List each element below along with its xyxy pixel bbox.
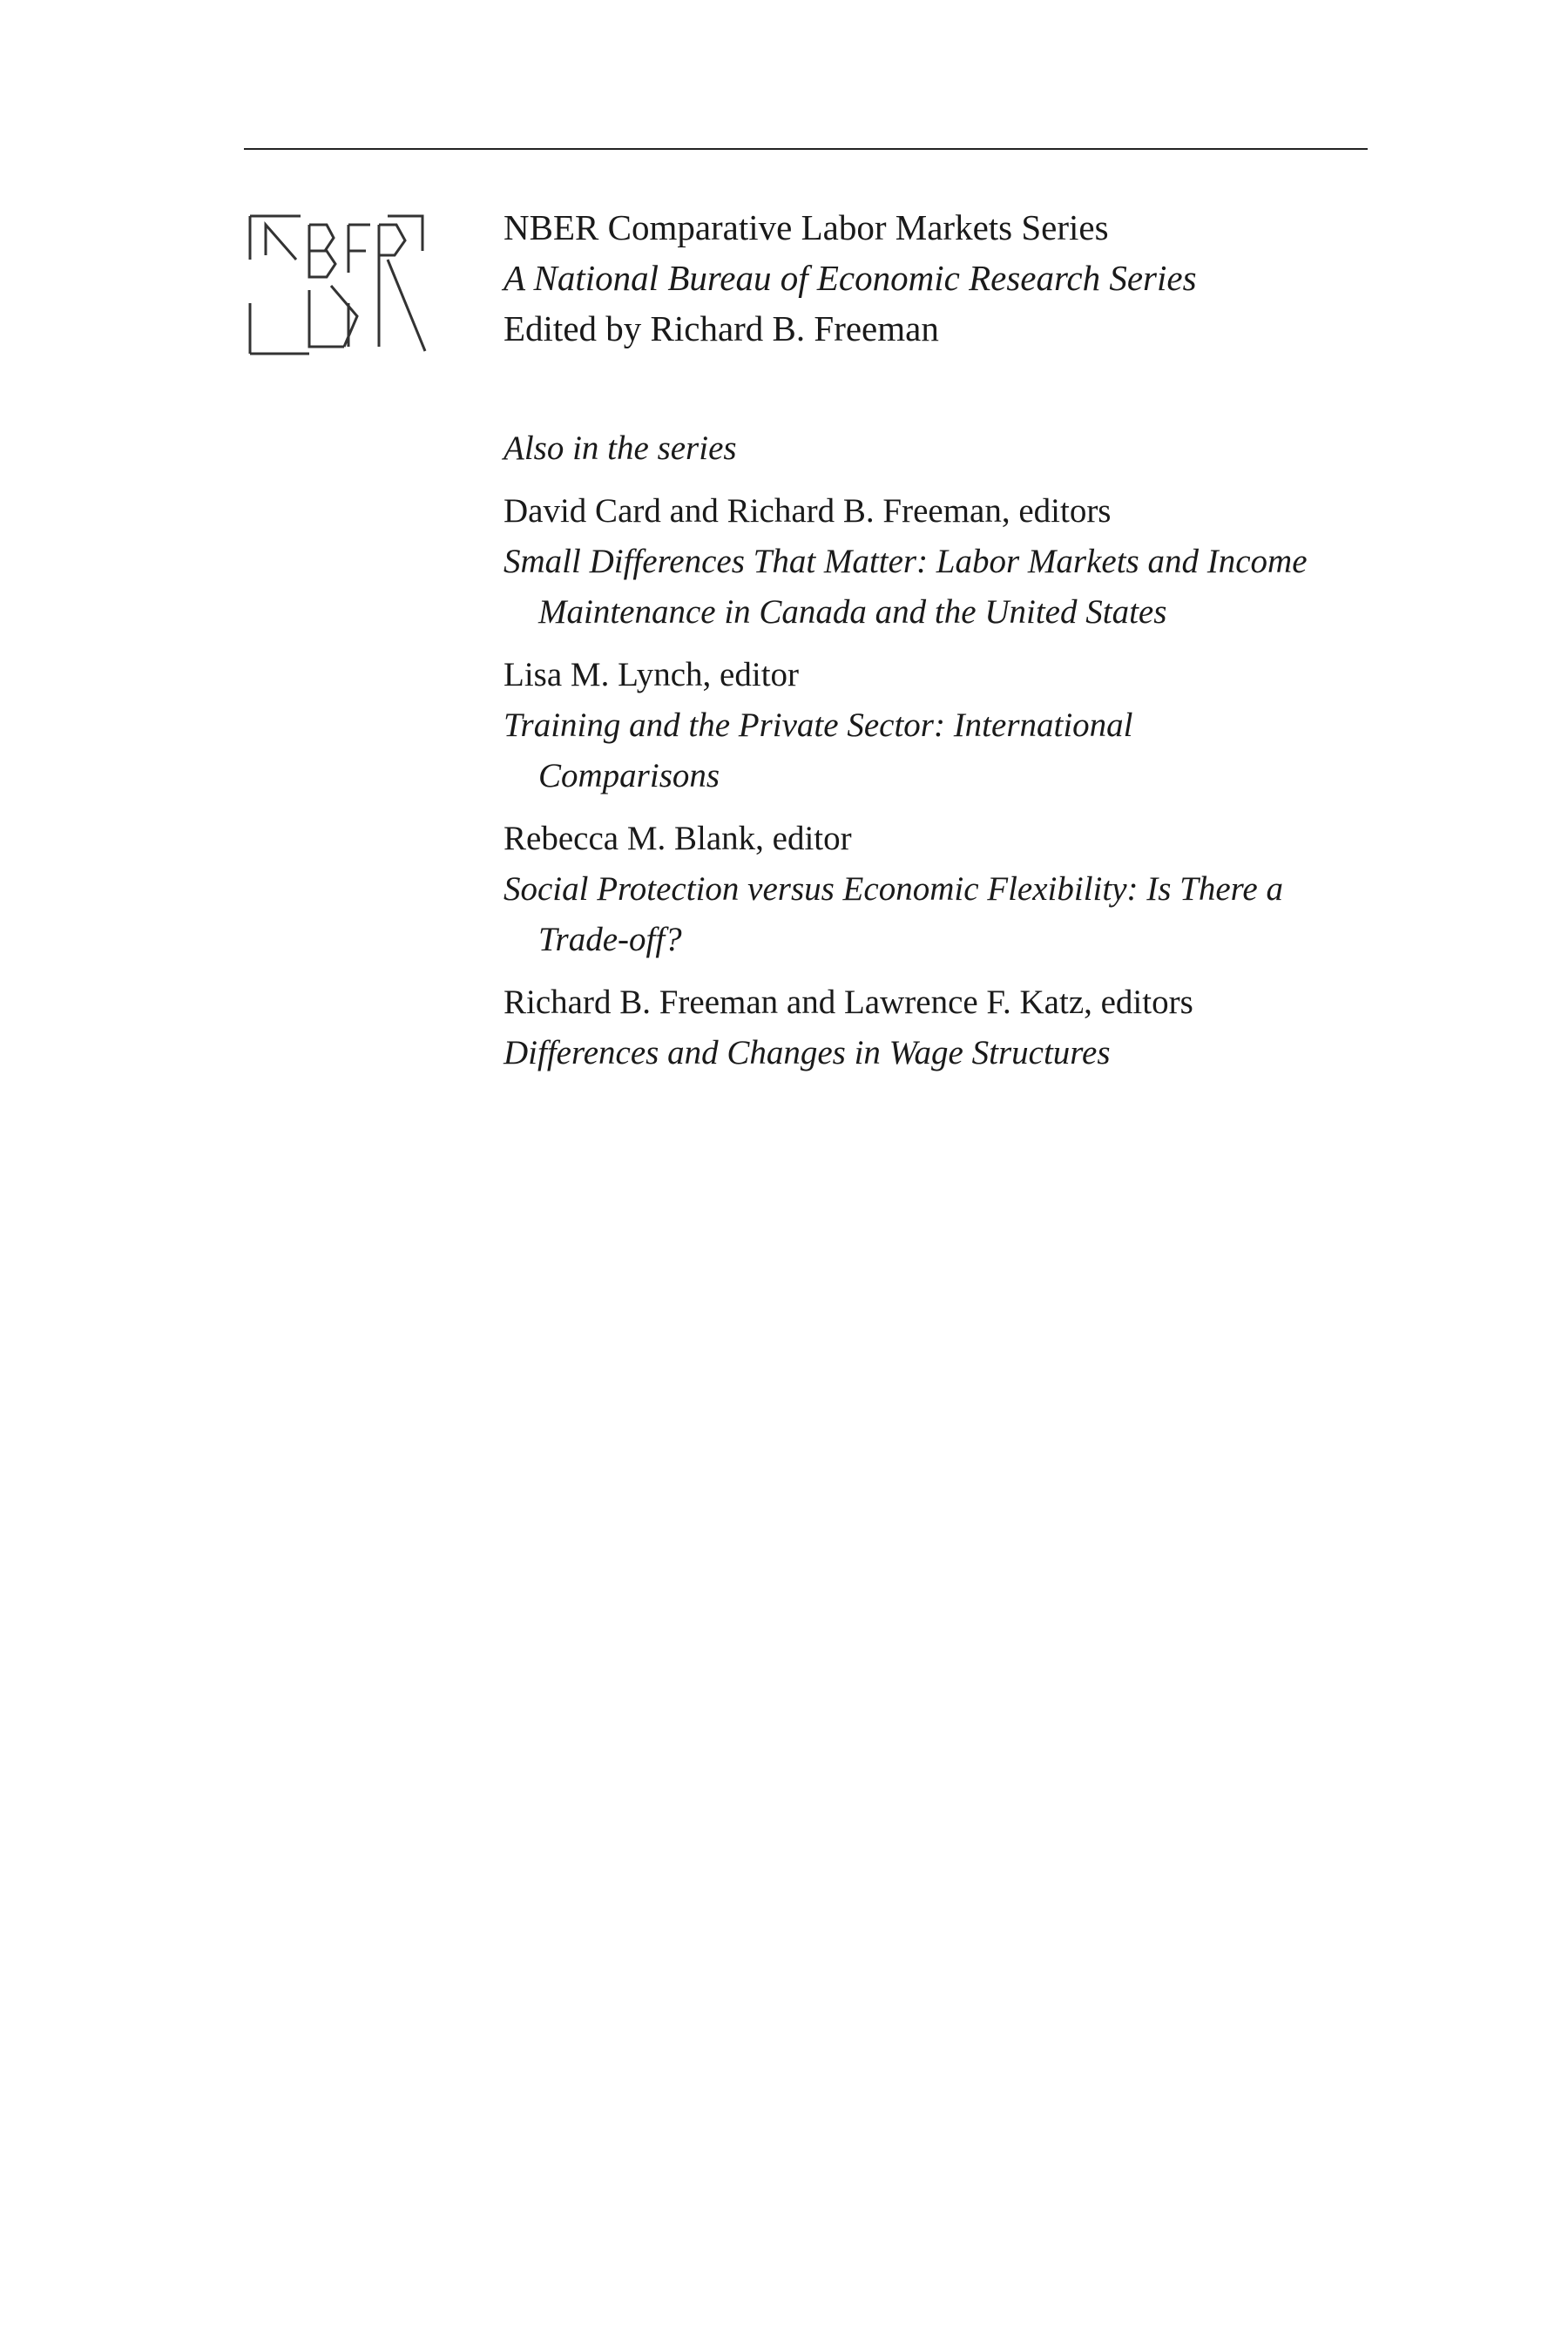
series-header — [504, 202, 1375, 354]
list-item — [504, 977, 1375, 1078]
entry-title: Training and the Private Sector: International — [504, 706, 1133, 744]
list-item — [504, 650, 1375, 801]
entry-title: Social Protection versus Economic Flexibility: Is There a — [504, 870, 1283, 908]
entry-title-continued: Trade-off? — [538, 921, 682, 958]
entry-title-continued: Maintenance in Canada and the United States — [538, 593, 1167, 631]
series-name: NBER Comparative Labor Markets Series — [504, 207, 1109, 247]
series-subtitle: A National Bureau of Economic Research Series — [504, 258, 1197, 298]
entry-editors: Rebecca M. Blank, editor — [504, 820, 852, 857]
entry-editors: David Card and Richard B. Freeman, editors — [504, 492, 1112, 530]
list-item — [504, 486, 1375, 638]
entry-editors: Lisa M. Lynch, editor — [504, 656, 800, 693]
entry-title-continued: Comparisons — [538, 757, 720, 794]
also-in-series-label: Also in the series — [504, 429, 737, 467]
also-in-series — [504, 423, 1375, 1091]
entry-editors: Richard B. Freeman and Lawrence F. Katz, editors — [504, 983, 1193, 1021]
entry-title: Differences and Changes in Wage Structures — [504, 1034, 1111, 1071]
nber-logo-icon — [248, 207, 427, 355]
list-item — [504, 814, 1375, 965]
top-rule — [244, 148, 1368, 150]
entry-title: Small Differences That Matter: Labor Markets and Income — [504, 543, 1308, 580]
series-editor: Edited by Richard B. Freeman — [504, 308, 939, 348]
